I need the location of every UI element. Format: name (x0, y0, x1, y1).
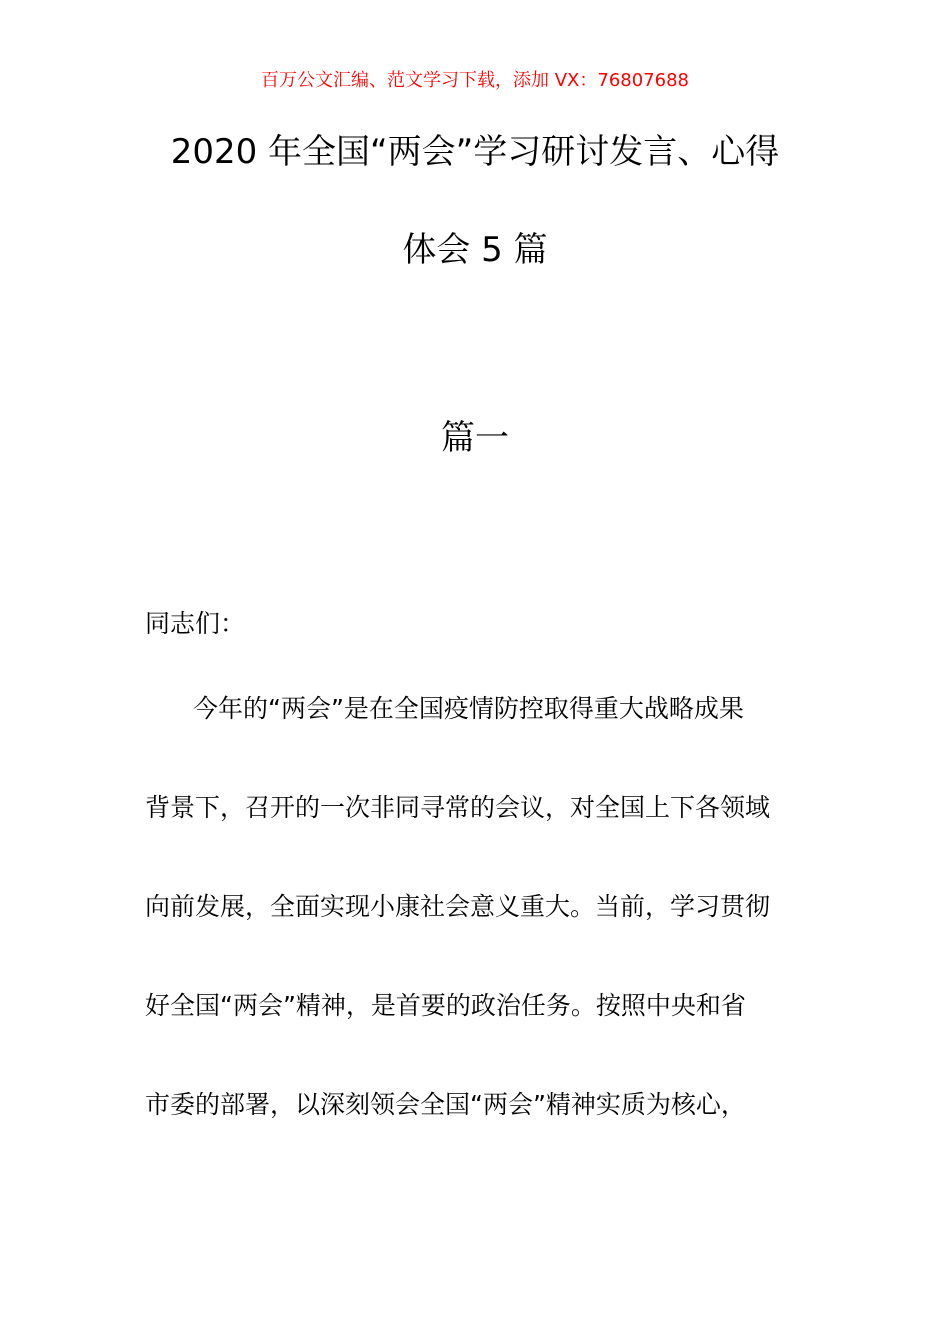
paragraph-line: 好全国“两会”精神，是首要的政治任务。按照中央和省 (145, 991, 746, 1020)
paragraph-line: 向前发展，全面实现小康社会意义重大。当前，学习贯彻 (145, 892, 771, 921)
paragraph-line: 市委的部署，以深刻领会全国“两会”精神实质为核心， (145, 1090, 746, 1119)
promo-header-note: 百万公文汇编、范文学习下载，添加 VX：76807688 (261, 70, 689, 91)
title-line-2: 体会 5 篇 (402, 230, 548, 270)
paragraph-line: 今年的“两会”是在全国疫情防控取得重大战略成果 (193, 694, 744, 723)
title-line-1: 2020 年全国“两会”学习研讨发言、心得 (170, 132, 780, 172)
section-heading: 篇一 (441, 418, 509, 458)
paragraph-line: 背景下，召开的一次非同寻常的会议，对全国上下各领域 (145, 793, 771, 822)
salutation: 同志们： (145, 609, 246, 638)
